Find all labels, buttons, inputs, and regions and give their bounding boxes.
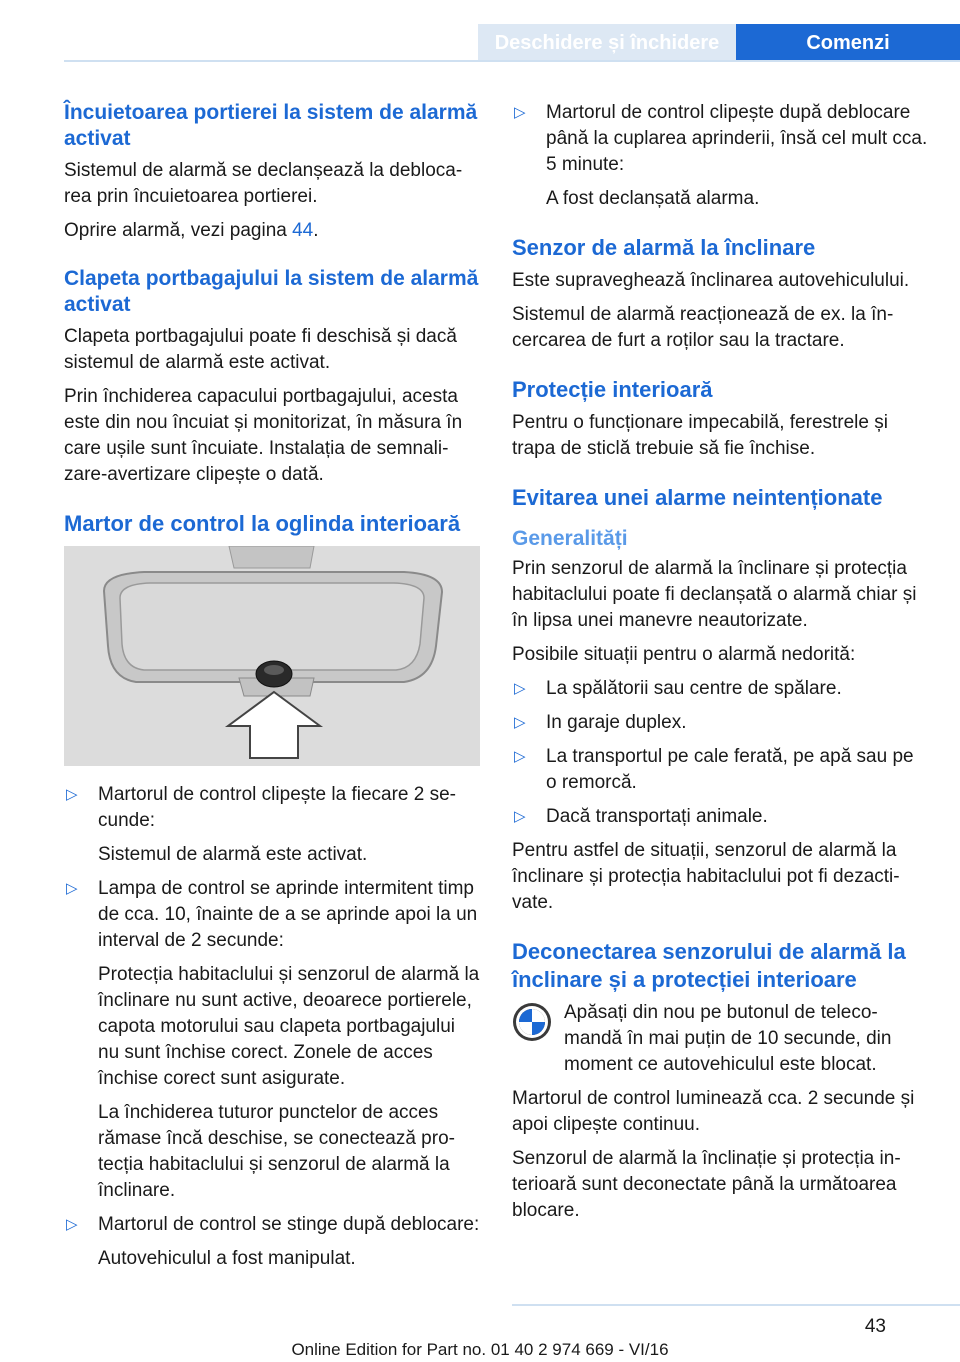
list-item: ▷ La spălătorii sau centre de spălare.	[512, 676, 928, 702]
paragraph: Pentru astfel de situații, senzorul de alarmă la înclinare și protecția habitaclului pot fi dezactivate.	[512, 840, 900, 913]
list-item: ▷ Martorul de control se stinge după deblocare: Autovehiculul a fost manipulat.	[66, 1214, 480, 1269]
triangle-bullet-icon: ▷	[514, 104, 526, 121]
list-item: ▷ La transportul pe cale ferată, pe apă sau pe o remorcă.	[514, 746, 914, 793]
mirror-illustration	[64, 546, 480, 766]
rearview-mirror-icon	[64, 546, 480, 766]
triangle-bullet-icon: ▷	[66, 786, 78, 803]
section-title-tailgate: Clapeta portbagajului la sistem de alarmă activat	[64, 267, 479, 316]
triangle-bullet-icon: ▷	[66, 1216, 78, 1233]
header-section-tab: Deschidere și închidere	[478, 24, 736, 62]
left-column	[64, 100, 480, 1280]
triangle-bullet-icon: ▷	[514, 808, 526, 825]
section-title-avoid-alarm: Evitarea unei alarme neintenționate	[512, 485, 883, 510]
list-item: ▷ Dacă transportați animale.	[512, 804, 928, 830]
paragraph: Prin senzorul de alarmă la înclinare și protecția habitaclului poate fi declanșată o alarmă chiar și în lipsa unei manevre neautorizate.	[512, 558, 917, 631]
list-item: ▷ In garaje duplex.	[512, 710, 928, 736]
triangle-bullet-icon: ▷	[66, 880, 78, 897]
paragraph-stop-alarm: Oprire alarmă, vezi pagina 44.	[64, 220, 319, 241]
section-title-indicator: Martor de control la oglinda interioară	[64, 511, 461, 536]
paragraph: Clapeta portbagajului poate fi deschisă și dacă sistemul de alarmă este activat.	[64, 326, 457, 373]
section-title-deactivate: Deconectarea senzorului de alarmă la înclinare și a protecției interioare	[512, 939, 906, 992]
paragraph: Martorul de control luminează cca. 2 secunde și apoi clipește continuu.	[512, 1088, 915, 1135]
edition-note: Online Edition for Part no. 01 40 2 974 669 - VI/16	[291, 1340, 669, 1359]
paragraph: Posibile situații pentru o alarmă nedorită:	[512, 644, 856, 665]
right-column	[512, 100, 928, 1232]
triangle-bullet-icon: ▷	[514, 748, 526, 765]
paragraph: Sistemul de alarmă se declanșează la deblocarea prin încuietoarea portierei.	[64, 160, 463, 207]
header-divider	[64, 60, 960, 62]
list-item: ▷ Martorul de control clipește după deblocare până la cuplarea aprinderii, însă cel mult cca. 5 minute: A fost declanșată alarma.	[514, 102, 928, 209]
paragraph: Senzorul de alarmă la înclinație și protecția interioară sunt deconectate până la următoarea blocare.	[512, 1148, 901, 1221]
page-link[interactable]: 44	[292, 220, 314, 241]
section-title-tilt-sensor: Senzor de alarmă la înclinare	[512, 235, 816, 260]
section-title-interior-protection: Protecție interioară	[512, 377, 713, 402]
triangle-bullet-icon: ▷	[514, 680, 526, 697]
bmw-remote-key-icon	[512, 1002, 552, 1042]
section-title-door-lock: Încuietoarea portierei la sistem de alarmă activat	[64, 101, 478, 150]
list-item: ▷ Martorul de control clipește la fiecare 2 secunde: Sistemul de alarmă este activat.	[66, 784, 456, 865]
paragraph: Este supraveghează înclinarea autovehiculului.	[512, 270, 910, 291]
triangle-bullet-icon: ▷	[514, 714, 526, 731]
page-number: 43	[864, 1316, 886, 1337]
list-item: ▷ Lampa de control se aprinde intermitent timp de cca. 10, înainte de a se aprinde apoi la un interval de 2 secunde: Protecția habitaclului și senzorul de alarmă la înclinare nu sunt active, deoarece portierele, capota motorului sau clapeta portbagajului nu sunt închise corect. Zonele de acces închise corect sunt asigurate. La închiderea tuturor punctelor de acces rămase încă deschise, se conectează protecția habitaclului și senzorul de alarmă la înclinare.	[66, 878, 480, 1201]
paragraph: Sistemul de alarmă reacționează de ex. la încercarea de furt a roților sau la tractare.	[512, 304, 894, 351]
paragraph: Prin închiderea capacului portbagajului, acesta este din nou încuiat și monitorizat, în măsura în care ușile sunt încuiate. Instalația de semnalizare-avertizare clipește o dată.	[64, 386, 463, 485]
footer-divider	[512, 1304, 960, 1306]
header-chapter-tab: Comenzi	[736, 24, 960, 62]
subsection-title-general: Generalități	[512, 527, 628, 550]
remote-instruction: Apăsați din nou pe butonul de telecomandă în mai puțin de 10 secunde, din moment ce autovehiculul este blocat.	[512, 1000, 928, 1078]
paragraph: Pentru o funcționare impecabilă, ferestrele și trapa de sticlă trebuie să fie închise.	[512, 412, 888, 459]
